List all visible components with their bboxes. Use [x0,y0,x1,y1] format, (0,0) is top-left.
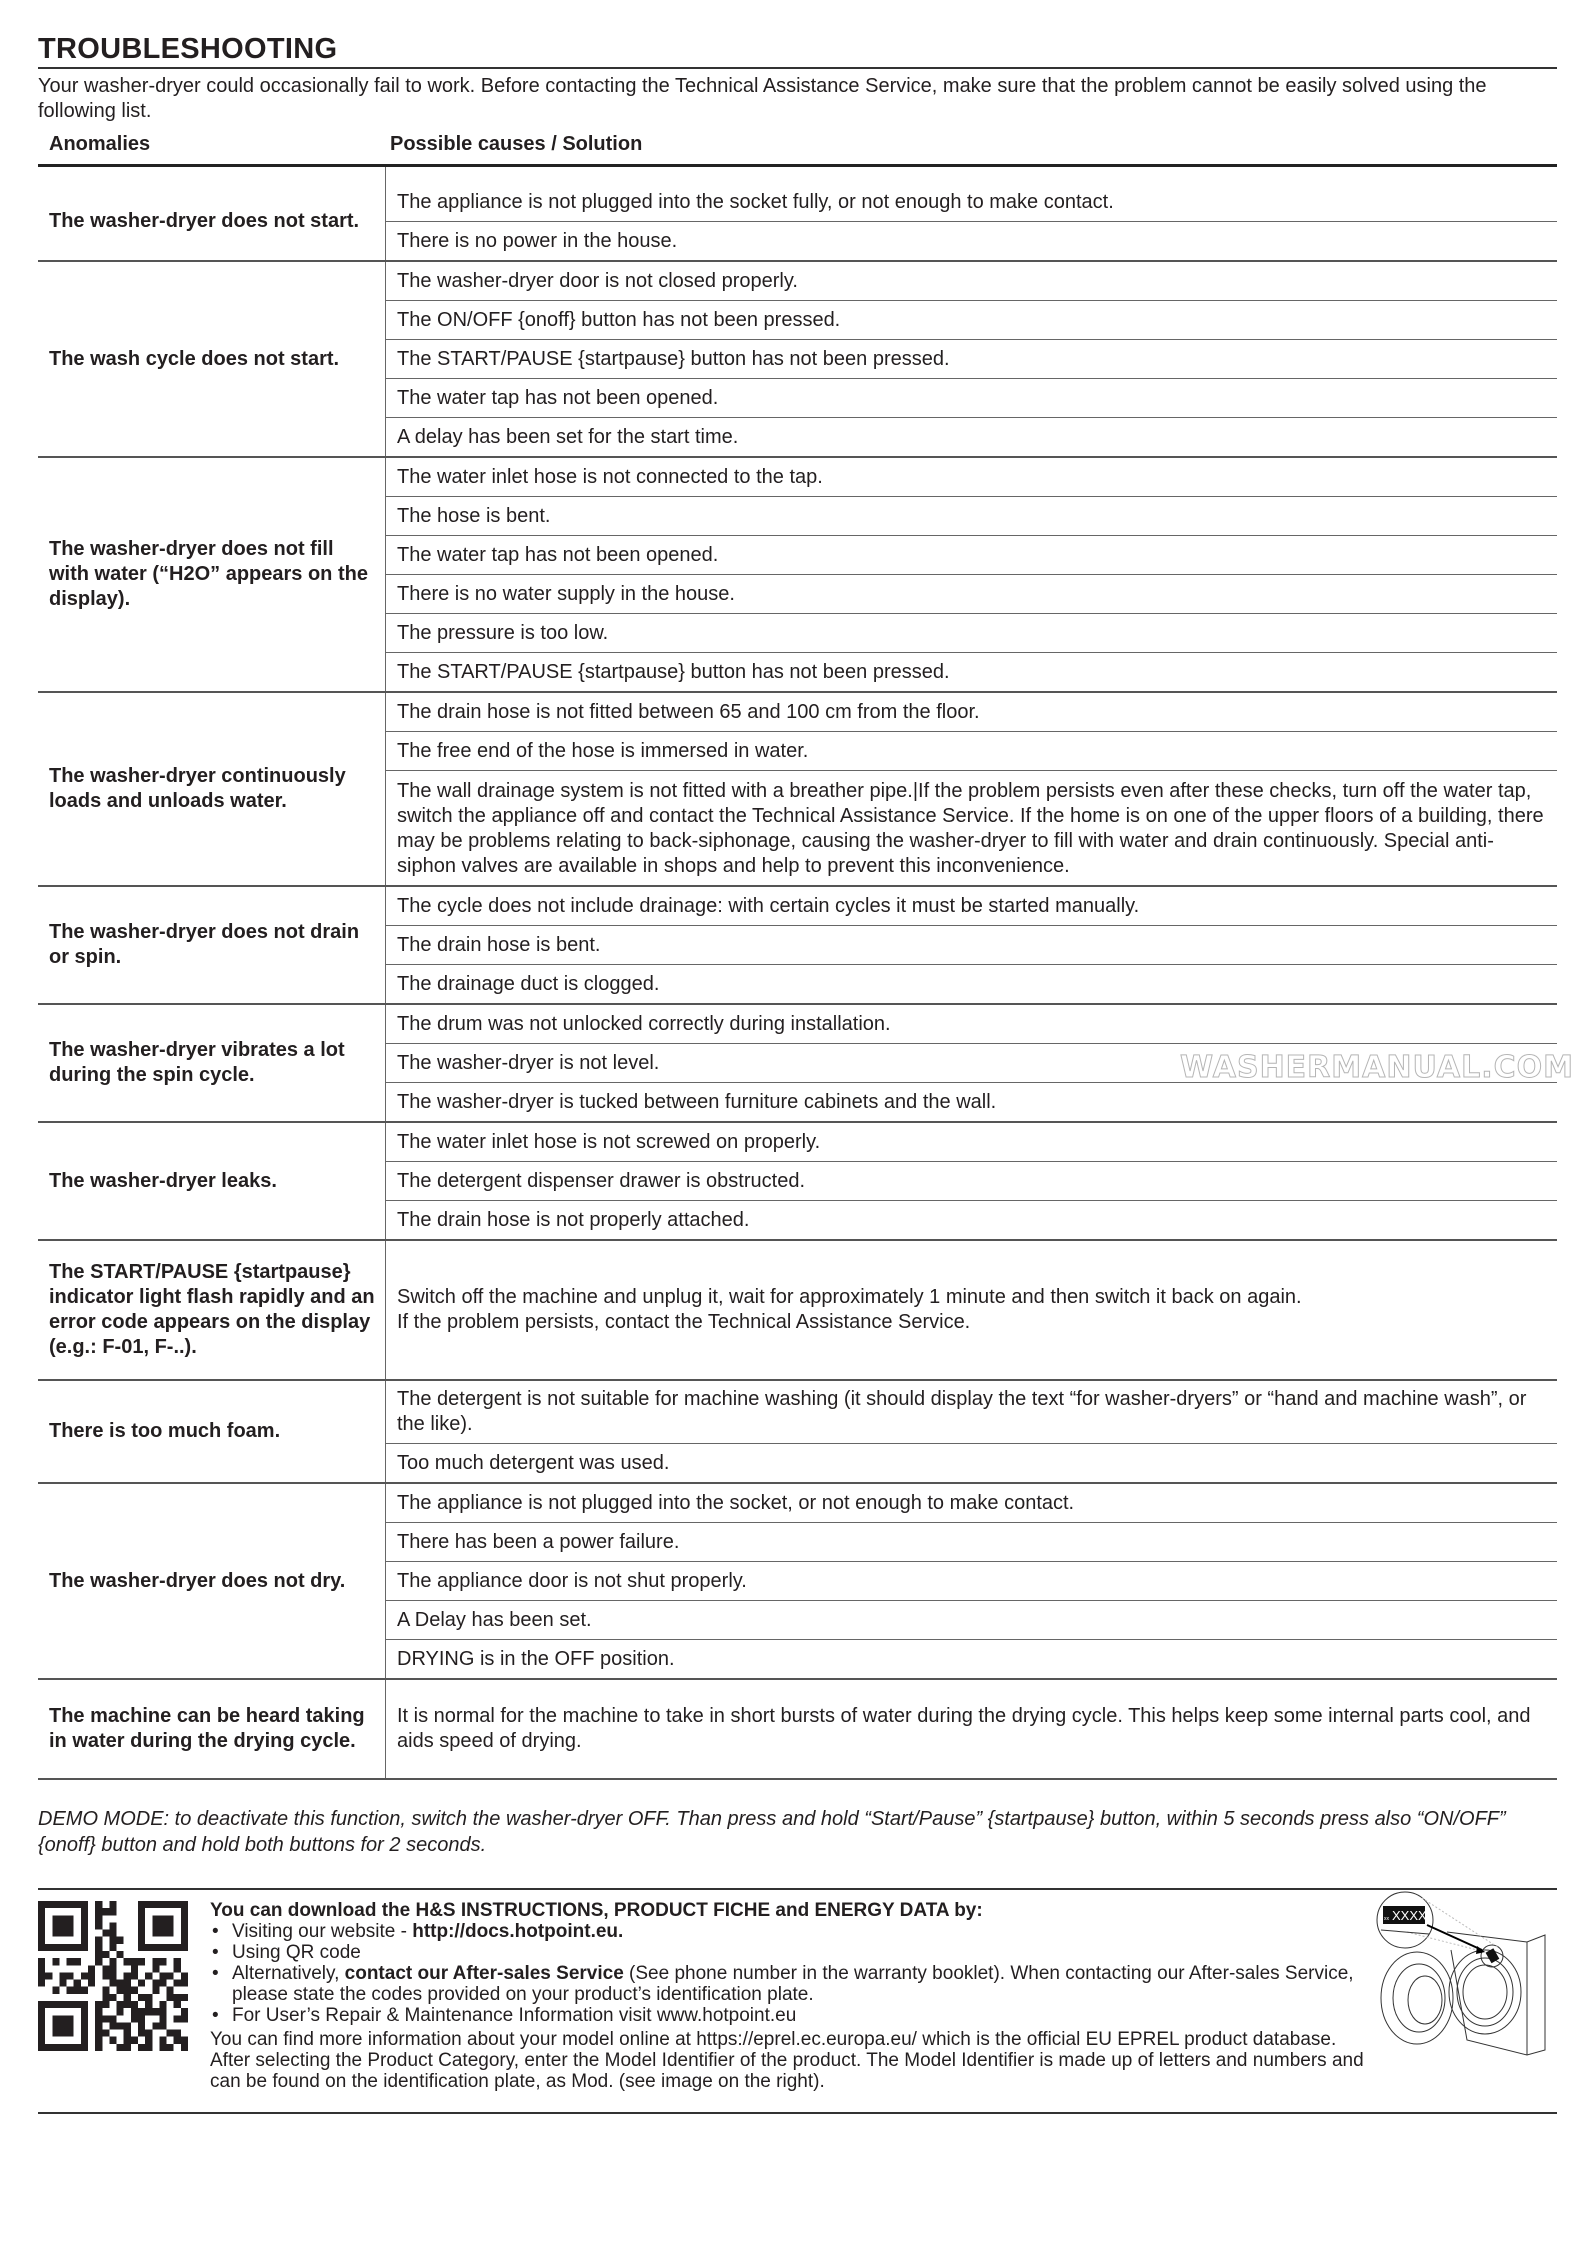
anomaly-cell: The washer-dryer leaks. [38,1122,386,1240]
qr-module [81,1901,88,1951]
qr-module [38,2001,88,2008]
cause-cell: The appliance door is not shut properly. [386,1562,1558,1601]
qr-module [38,1901,88,1908]
qr-module [181,1994,188,2001]
page-title: TROUBLESHOOTING [38,33,338,65]
qr-module [109,2037,116,2044]
qr-module [174,1965,181,1972]
troubleshooting-table [38,167,1557,1780]
qr-module [95,2008,102,2015]
qr-module [181,2037,188,2044]
qr-module [95,2022,102,2029]
footer-info [210,1900,1370,2092]
qr-module [159,2001,166,2008]
qr-module [159,2008,166,2015]
qr-module [38,2001,45,2051]
qr-module [74,1987,81,1994]
cause-cell: The START/PAUSE {startpause} button has not been pressed. [386,340,1558,379]
qr-module [95,1908,102,1915]
qr-module [124,1972,131,1979]
qr-module [102,1972,109,1979]
qr-module [102,1994,109,2001]
cause-cell: The cycle does not include drainage: with certain cycles it must be started manually. [386,886,1558,926]
qr-module [138,1901,145,1951]
qr-module [145,1994,152,2001]
qr-module [38,1901,45,1951]
qr-module [88,1965,95,1972]
qr-module [109,1930,116,1937]
qr-module [102,1930,109,1937]
qr-module [95,2030,102,2037]
anomaly-cell: The START/PAUSE {startpause} indicator light flash rapidly and an error code appears on the display (e.g.: F-01, F-..). [38,1240,386,1380]
cause-cell: The appliance is not plugged into the socket fully, or not enough to make contact. [386,183,1558,222]
qr-module [95,1944,102,1951]
qr-module [159,2022,166,2029]
table-row [38,1483,1557,1523]
qr-module [124,2037,131,2044]
qr-module [124,1994,131,2001]
qr-module [152,1915,173,1936]
qr-module [159,1980,166,1987]
main-content [38,167,1557,2114]
intro-text: Your washer-dryer could occasionally fail to work. Before contacting the Technical Assistance Service, make sure that the problem cannot be easily solved using the following list. [38,75,1487,122]
qr-module [81,2001,88,2051]
qr-module [174,2001,181,2008]
cause-cell: Switch off the machine and unplug it, wait for approximately 1 minute and then switch it back on again. If the problem persists, contact the Technical Assistance Service. [386,1240,1558,1380]
qr-module [117,1987,124,1994]
qr-module [159,2015,166,2022]
column-header-causes: Possible causes / Solution [390,133,643,155]
qr-module [74,1980,81,1987]
qr-module [102,1908,109,1915]
qr-module [102,1965,109,1972]
cause-cell: The appliance is not plugged into the socket, or not enough to make contact. [386,1483,1558,1523]
cause-cell: The washer-dryer is tucked between furniture cabinets and the wall. [386,1083,1558,1123]
qr-module [181,2008,188,2015]
qr-module [95,1937,102,1944]
cause-cell: The hose is bent. [386,497,1558,536]
table-row [38,183,1557,222]
qr-module [88,1980,95,1987]
qr-module [109,1908,116,1915]
qr-module [138,1958,145,1965]
cause-cell: The drum was not unlocked correctly during installation. [386,1004,1558,1044]
hotpoint-link[interactable]: www.hotpoint.eu [656,2005,797,2026]
plate-small-code: xx [1384,1916,1389,1922]
table-row [38,1240,1557,1380]
qr-module [102,2015,109,2022]
cause-cell: There is no power in the house. [386,222,1558,262]
qr-module [109,1922,116,1929]
qr-module [167,1972,174,1979]
qr-module [131,1972,138,1979]
qr-module [109,1972,116,1979]
qr-module [95,1951,102,1958]
qr-module [131,2008,138,2015]
qr-module [95,2044,102,2051]
cause-cell: The drain hose is not fitted between 65 and 100 cm from the floor. [386,692,1558,732]
qr-module [102,2030,109,2037]
footer-lead: You can download the H&S INSTRUCTIONS, PRODUCT FICHE and ENERGY DATA by: [210,1900,983,1921]
washer-identification-plate-illustration [1367,1890,1557,2060]
qr-module [109,2015,116,2022]
footer-item-website [210,1921,1370,1942]
cause-cell: The START/PAUSE {startpause} button has not been pressed. [386,653,1558,693]
footer-repair-prefix: For User’s Repair & Maintenance Information visit [232,2005,657,2026]
qr-module [131,1965,138,1972]
qr-module [131,2001,138,2008]
plate-model-code: XXXX [1392,1908,1427,1923]
qr-module [59,1980,66,1987]
qr-module [124,1980,131,1987]
qr-module [124,2044,131,2051]
qr-module [138,2008,145,2015]
cause-cell: The water inlet hose is not screwed on properly. [386,1122,1558,1162]
qr-module [109,1901,116,1908]
footer-item-qr: • Using QR code [210,1942,1370,1963]
cause-cell: The water inlet hose is not connected to the tap. [386,457,1558,497]
spacer-cell [38,167,386,183]
qr-module [152,1958,159,1965]
cause-cell: There has been a power failure. [386,1523,1558,1562]
cause-cell: The detergent dispenser drawer is obstructed. [386,1162,1558,1201]
anomaly-cell: The washer-dryer does not fill with water (“H2O” appears on the display). [38,457,386,692]
qr-module [38,1944,88,1951]
qr-module [181,2015,188,2022]
qr-module [167,1994,174,2001]
qr-module [109,1944,116,1951]
qr-module [38,2044,88,2051]
qr-module [52,1987,59,1994]
qr-module [124,2001,131,2008]
qr-module [145,1972,152,1979]
title-divider [38,67,1557,69]
qr-module [45,1972,52,1979]
qr-module [95,2001,102,2008]
cause-cell: It is normal for the machine to take in short bursts of water during the drying cycle. This helps keep some internal parts cool, and aids speed of drying. [386,1679,1558,1779]
qr-module [152,1987,159,1994]
qr-module [109,1937,116,1944]
table-row [38,1004,1557,1044]
qr-module [67,1972,74,1979]
cause-cell: A delay has been set for the start time. [386,418,1558,458]
qr-module [145,2044,152,2051]
qr-module [138,2044,145,2051]
cause-cell: The drain hose is bent. [386,926,1558,965]
qr-module [181,1901,188,1951]
qr-module [159,2037,166,2044]
qr-module [117,2001,124,2008]
qr-module [131,2015,138,2022]
qr-module [138,1994,145,2001]
qr-module [159,1972,166,1979]
cause-cell: The washer-dryer door is not closed properly. [386,261,1558,301]
anomaly-cell: The washer-dryer does not start. [38,183,386,261]
footer-service-bold: contact our After-sales Service [344,1963,624,1984]
cause-cell: The pressure is too low. [386,614,1558,653]
docs-link[interactable]: http://docs.hotpoint.eu. [412,1921,624,1942]
qr-module [102,2001,109,2008]
table-spacer [38,167,1557,183]
cause-cell: A Delay has been set. [386,1601,1558,1640]
qr-module [145,2001,152,2008]
qr-module [152,2022,159,2029]
qr-module [174,1980,181,1987]
qr-module [67,1987,74,1994]
qr-module [138,2015,145,2022]
table-row [38,261,1557,301]
qr-module [181,1972,188,1979]
qr-module [52,2015,73,2036]
qr-module [138,1901,188,1908]
qr-module [138,1980,145,1987]
qr-module [138,2022,145,2029]
qr-module [117,1980,124,1987]
watermark: WASHERMANUAL.COM [1180,1049,1574,1085]
anomaly-cell: The washer-dryer vibrates a lot during the spin cycle. [38,1004,386,1122]
cause-cell: The drainage duct is clogged. [386,965,1558,1005]
qr-module [131,2037,138,2044]
qr-module [109,1994,116,2001]
qr-module [138,2030,145,2037]
demo-mode-note: DEMO MODE: to deactivate this function, switch the washer-dryer OFF. Than press and hold “Start/Pause” {startpause} button, within 5 seconds press also “ON/OFF” {onoff} button and hold both buttons for 2 seconds. [38,1808,1506,1856]
qr-module [174,1958,181,1965]
cause-cell: The wall drainage system is not fitted with a breather pipe.|If the problem persists even after these checks, turn off the water tap, switch the appliance off and contact the Technical Assistance Service. If the home is on one of the upper floors of a building, there may be problems relating to back-siphonage, causing the washer-dryer to fill with water and drain continuously. Special anti-siphon valves are available in shops and help to prevent this inconvenience. [386,771,1558,887]
qr-module [167,2044,174,2051]
anomaly-cell: There is too much foam. [38,1380,386,1483]
footer-eprel-info: You can find more information about your model online at https://eprel.ec.europa.eu/ which is the official EU EPREL product database. After selecting the Product Category, enter the Model Identifier of the product. The Model Identifier is made up of letters and numbers and can be found on the identification plate, as Mod. (see image on the right). [210,2029,1364,2092]
qr-module [95,1922,102,1929]
qr-module [117,1937,124,1944]
qr-module [109,1980,116,1987]
anomaly-cell: The washer-dryer does not dry. [38,1483,386,1679]
qr-module [159,1958,166,1965]
qr-module [52,1915,73,1936]
qr-module [102,1987,109,1994]
qr-module [109,1965,116,1972]
qr-module [124,2030,131,2037]
table-row [38,692,1557,732]
cause-cell: Too much detergent was used. [386,1444,1558,1484]
qr-module [95,2015,102,2022]
anomaly-cell: The washer-dryer does not drain or spin. [38,886,386,1004]
qr-module [102,1951,109,1958]
qr-module [159,2044,166,2051]
table-row [38,886,1557,926]
qr-module [131,1987,138,1994]
footer-section [38,1888,1557,2114]
qr-module [181,1980,188,1987]
table-row [38,1679,1557,1779]
cause-cell: The detergent is not suitable for machine washing (it should display the text “for washer-dryers” or “hand and machine wash”, or the like). [386,1380,1558,1444]
qr-module [95,1915,102,1922]
footer-service-prefix: Alternatively, [232,1963,345,1984]
column-header-anomalies: Anomalies [49,133,151,155]
table-row [38,1380,1557,1444]
qr-module [117,2022,124,2029]
cause-cell: The water tap has not been opened. [386,379,1558,418]
qr-module [117,2044,124,2051]
qr-module [88,1972,95,1979]
footer-item-repair [210,2005,1370,2026]
qr-module [95,1958,102,1965]
anomaly-cell: The wash cycle does not start. [38,261,386,457]
qr-module [38,1980,45,1987]
anomaly-cell: The machine can be heard taking in water during the drying cycle. [38,1679,386,1779]
footer-item-service [210,1963,1370,2005]
footer-website-prefix: Visiting our website - [232,1921,413,1942]
cause-cell: The washer-dryer is not level. [386,1044,1558,1083]
qr-module [181,2044,188,2051]
qr-module [95,1901,102,1908]
spacer-cell [386,167,1558,183]
qr-module [145,2008,152,2015]
qr-module [138,1944,188,1951]
footer-list [210,1921,1370,2026]
qr-module [131,1958,138,1965]
qr-module [81,1972,88,1979]
qr-module [95,2037,102,2044]
qr-module [174,1994,181,2001]
qr-module [167,2030,174,2037]
qr-module [38,1965,45,1972]
cause-cell: The ON/OFF {onoff} button has not been pressed. [386,301,1558,340]
footer-service-rest: (See phone number in the warranty booklet). When contacting our After-sales Service, please state the codes provided on your product’s identification plate. [232,1963,1354,2005]
qr-module [152,1980,159,1987]
qr-module [38,1958,45,1965]
qr-code-icon[interactable] [38,1901,188,2051]
table-row [38,1122,1557,1162]
qr-module [124,1958,131,1965]
cause-cell: There is no water supply in the house. [386,575,1558,614]
cause-cell: The drain hose is not properly attached. [386,1201,1558,1241]
qr-module [174,2037,181,2044]
qr-module [145,2037,152,2044]
qr-module [117,2008,124,2015]
qr-module [117,1951,124,1958]
qr-module [124,1987,131,1994]
cause-cell: DRYING is in the OFF position. [386,1640,1558,1680]
qr-module [145,2030,152,2037]
qr-module [124,2022,131,2029]
qr-module [52,1958,59,1965]
qr-module [67,1958,74,1965]
table-row [38,457,1557,497]
qr-module [174,2030,181,2037]
qr-module [38,1972,45,1979]
qr-module [152,2008,159,2015]
cause-cell: The water tap has not been opened. [386,536,1558,575]
qr-module [109,2022,116,2029]
qr-module [81,1987,88,1994]
qr-module [59,1972,66,1979]
anomaly-cell: The washer-dryer continuously loads and unloads water. [38,692,386,886]
qr-module [109,1958,116,1965]
qr-module [174,2015,181,2022]
qr-module [152,1965,159,1972]
cause-cell: The free end of the hose is immersed in water. [386,732,1558,771]
qr-module [167,1987,174,1994]
qr-module [74,1958,81,1965]
